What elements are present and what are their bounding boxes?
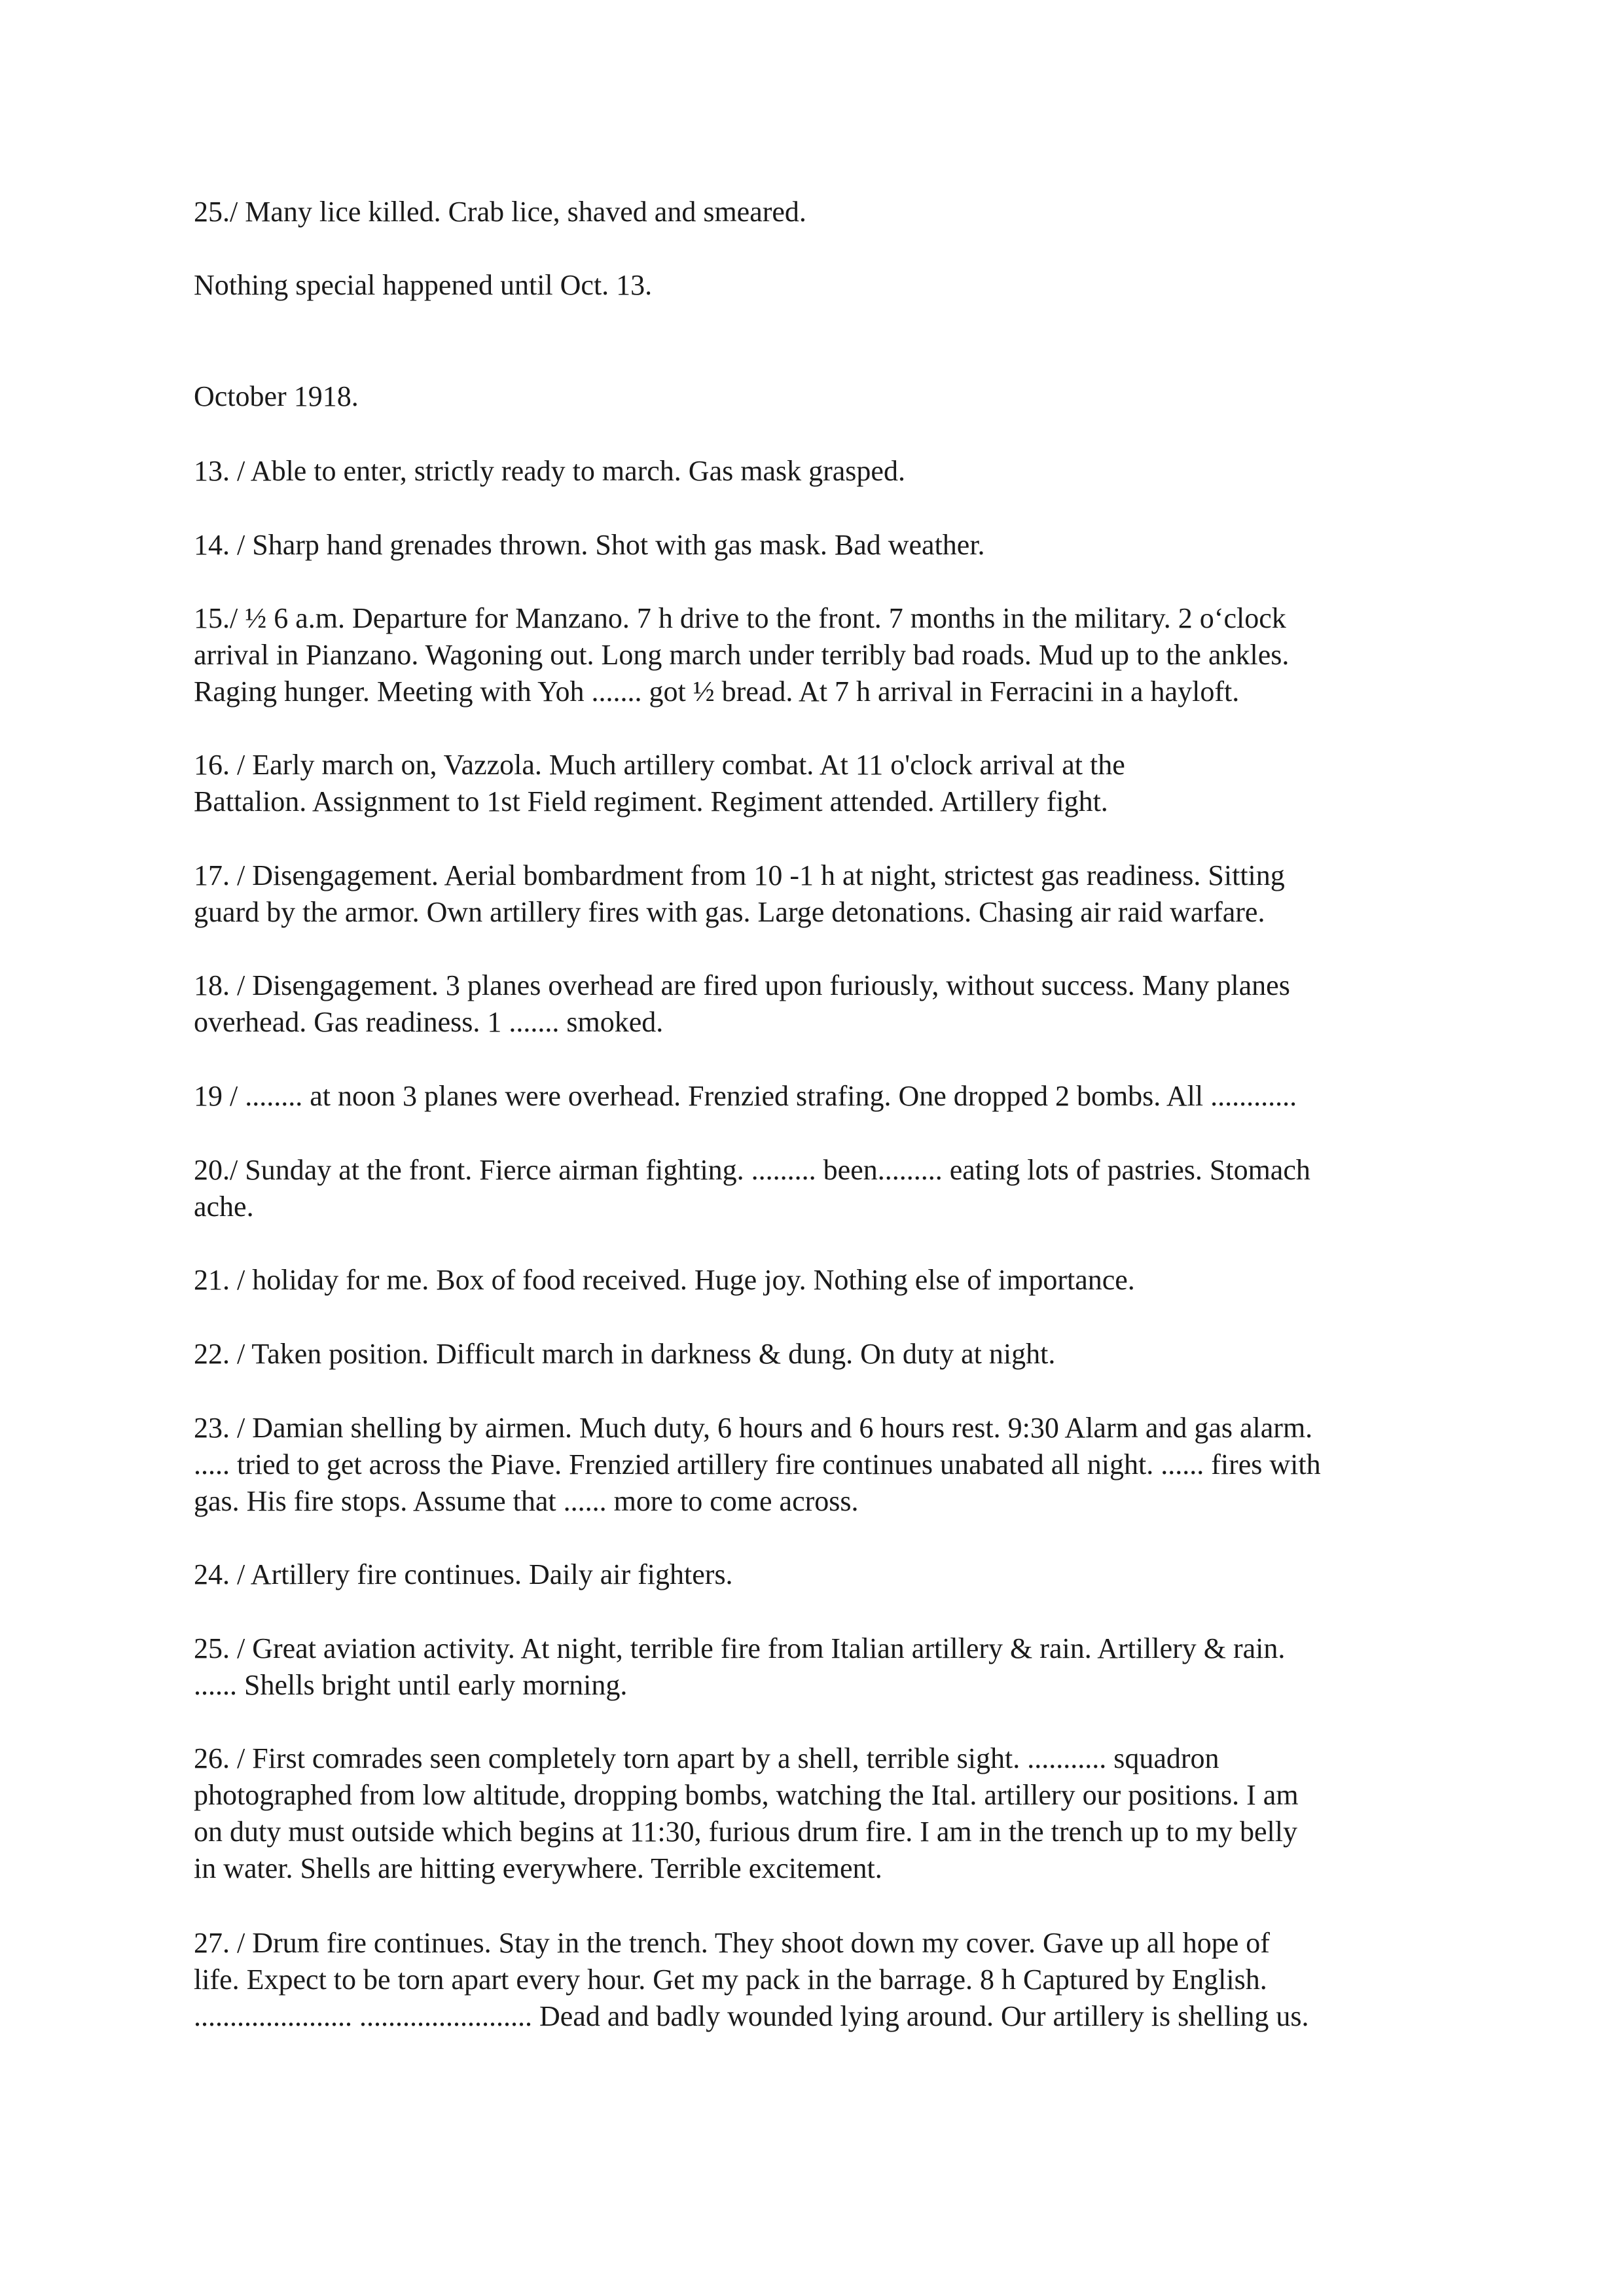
text-line: 15./ ½ 6 a.m. Departure for Manzano. 7 h drive to the front. 7 months in the military. 2 o‘clock	[194, 602, 1286, 634]
entry-17	[194, 857, 1444, 931]
text-line: Nothing special happened until Oct. 13.	[194, 269, 653, 301]
month-heading	[194, 378, 1444, 415]
text-line: photographed from low altitude, dropping bombs, watching the Ital. artillery our positions. I am	[194, 1779, 1299, 1811]
text-line: 22. / Taken position. Difficult march in darkness & dung. On duty at night.	[194, 1338, 1056, 1370]
entry-16	[194, 747, 1444, 820]
text-line: 25. / Great aviation activity. At night, terrible fire from Italian artillery & rain. Artillery & rain.	[194, 1632, 1286, 1664]
text-line: 24. / Artillery fire continues. Daily air fighters.	[194, 1558, 733, 1590]
entry-15	[194, 600, 1444, 710]
text-line: Battalion. Assignment to 1st Field regiment. Regiment attended. Artillery fight.	[194, 785, 1108, 817]
entry-18	[194, 967, 1444, 1041]
text-line: overhead. Gas readiness. 1 ....... smoked.	[194, 1006, 664, 1038]
entry-19	[194, 1078, 1444, 1115]
text-line: 19 / ........ at noon 3 planes were overhead. Frenzied strafing. One dropped 2 bombs. All ............	[194, 1080, 1297, 1112]
entry-21	[194, 1262, 1444, 1299]
entry-26	[194, 1740, 1444, 1887]
entry-24	[194, 1556, 1444, 1593]
month-heading-text: October 1918.	[194, 380, 359, 412]
note-nothing-special	[194, 267, 1444, 304]
entry-25-october	[194, 1630, 1444, 1704]
text-line: life. Expect to be torn apart every hour. Get my pack in the barrage. 8 h Captured by English.	[194, 1964, 1267, 1996]
text-line: 20./ Sunday at the front. Fierce airman fighting. ......... been......... eating lots of pastries. Stomach	[194, 1154, 1310, 1186]
entry-13	[194, 453, 1444, 490]
text-line: 26. / First comrades seen completely torn apart by a shell, terrible sight. ........... squadron	[194, 1742, 1219, 1774]
text-line: in water. Shells are hitting everywhere. Terrible excitement.	[194, 1852, 882, 1884]
text-line: 27. / Drum fire continues. Stay in the trench. They shoot down my cover. Gave up all hope of	[194, 1927, 1270, 1959]
text-line: 16. / Early march on, Vazzola. Much artillery combat. At 11 o'clock arrival at the	[194, 749, 1125, 781]
entry-25-september	[194, 194, 1444, 230]
text-line: ...................... ........................ Dead and badly wounded lying around. Our artillery is shelling us.	[194, 2000, 1309, 2032]
text-line: ...... Shells bright until early morning.	[194, 1669, 628, 1701]
text-line: guard by the armor. Own artillery fires with gas. Large detonations. Chasing air raid warfare.	[194, 896, 1265, 928]
text-line: gas. His fire stops. Assume that ...... more to come across.	[194, 1485, 859, 1517]
text-line: ache.	[194, 1191, 254, 1223]
text-line: 17. / Disengagement. Aerial bombardment from 10 -1 h at night, strictest gas readiness. Sitting	[194, 859, 1285, 891]
text-line: 13. / Able to enter, strictly ready to march. Gas mask grasped.	[194, 455, 905, 487]
entry-20	[194, 1152, 1444, 1225]
text-line: ..... tried to get across the Piave. Frenzied artillery fire continues unabated all night. ...... fires with	[194, 1448, 1321, 1480]
entry-23	[194, 1410, 1444, 1520]
text-line: on duty must outside which begins at 11:30, furious drum fire. I am in the trench up to my belly	[194, 1816, 1297, 1848]
entry-22	[194, 1336, 1444, 1372]
text-line: 21. / holiday for me. Box of food received. Huge joy. Nothing else of importance.	[194, 1264, 1135, 1296]
entry-14	[194, 527, 1444, 564]
text-line: arrival in Pianzano. Wagoning out. Long march under terribly bad roads. Mud up to the ankles.	[194, 639, 1290, 671]
entry-27	[194, 1925, 1444, 2035]
text-line: 14. / Sharp hand grenades thrown. Shot with gas mask. Bad weather.	[194, 529, 985, 561]
text-line: 18. / Disengagement. 3 planes overhead are fired upon furiously, without success. Many planes	[194, 969, 1290, 1001]
text-line: 25./ Many lice killed. Crab lice, shaved and smeared.	[194, 196, 806, 228]
text-line: 23. / Damian shelling by airmen. Much duty, 6 hours and 6 hours rest. 9:30 Alarm and gas alarm.	[194, 1412, 1313, 1444]
text-line: Raging hunger. Meeting with Yoh ....... got ½ bread. At 7 h arrival in Ferracini in a hayloft.	[194, 675, 1240, 708]
